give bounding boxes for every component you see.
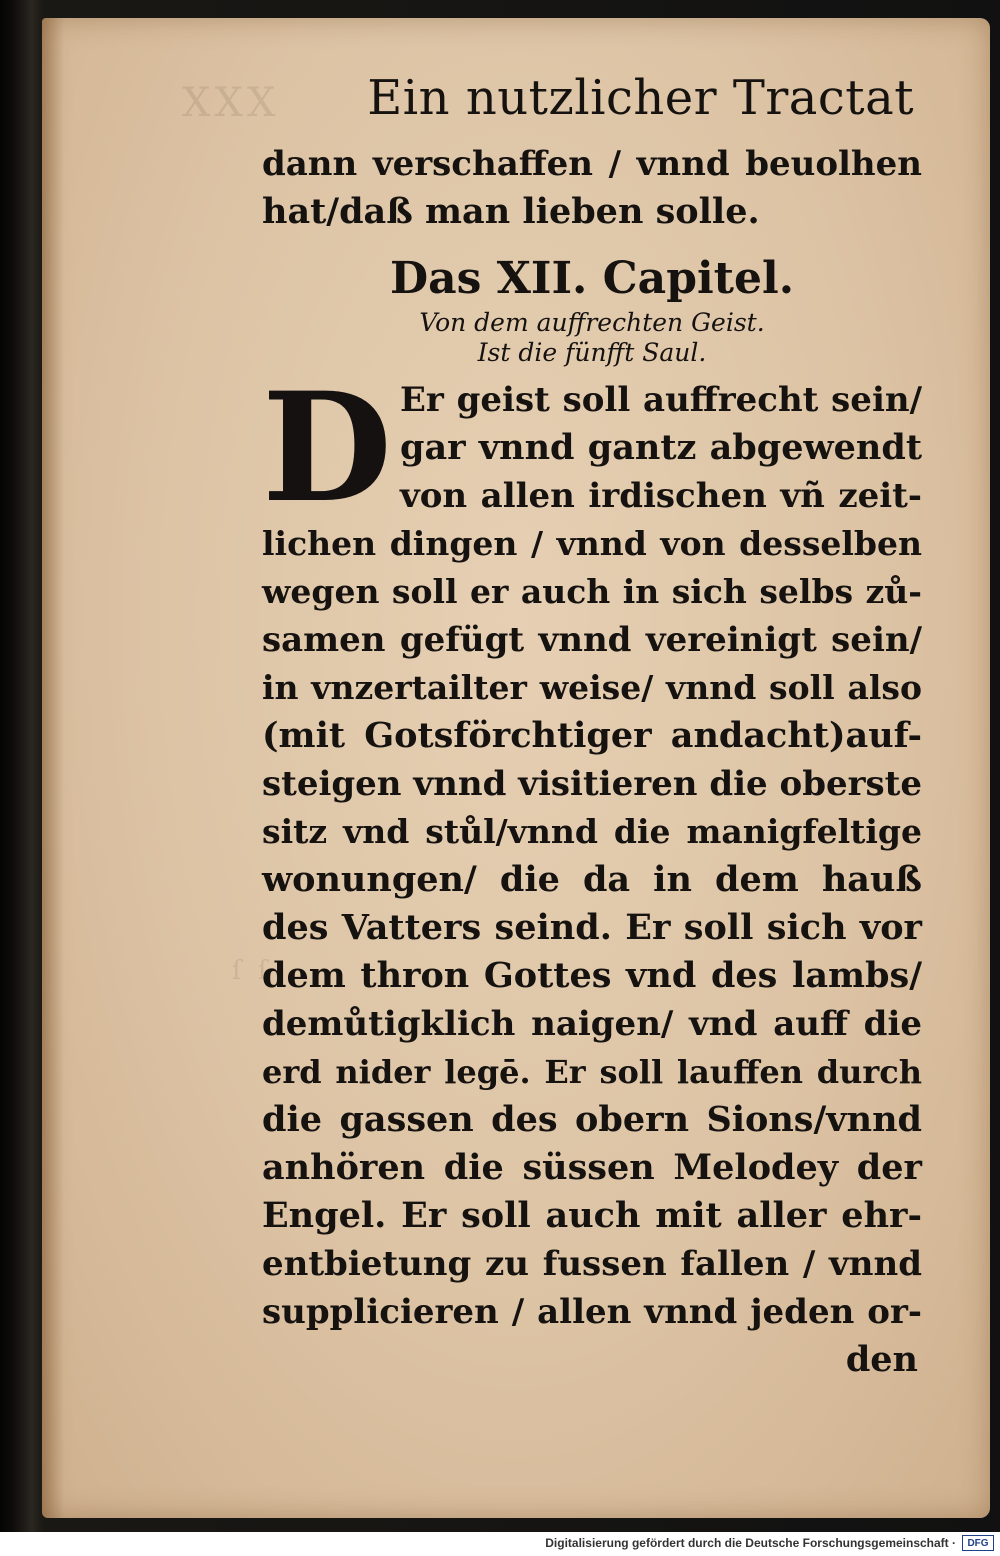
body-line: demůtigklich naigen/ vnd auff die [262,1004,922,1044]
body-line: samen gefügt vnnd vereinigt sein/ [262,620,922,660]
body-line: entbietung zu fussen fallen / vnnd [262,1244,922,1284]
body-line: von allen irdischen vñ zeit- [400,476,922,516]
body-line: wegen soll er auch in sich selbs zů- [262,572,922,611]
decorated-initial: D [262,360,393,536]
footer-bar [0,1532,1000,1556]
text-block [262,70,922,1384]
running-title: Ein nutzlicher Tractat [367,70,914,126]
chapter-subheading: Von dem auffrechten Geist. [419,308,765,337]
body-line: erd nider legē. Er soll lauffen durch [262,1053,922,1091]
body-line: lichen dingen / vnnd von desselben [262,524,922,563]
show-through-mark: XXX [182,80,280,126]
chapter-subheading: Ist die fünfft Saul. [477,338,707,367]
chapter-body [262,360,922,1384]
body-line: supplicieren / allen vnnd jeden or- [262,1292,922,1332]
body-line: Er geist soll auffrecht sein/ [400,380,922,420]
chapter-heading: Das XII. Capitel. [389,253,795,304]
body-line: sitz vnd stůl/vnnd die manigfeltige [262,812,922,851]
page-edge-shadow [42,18,64,1518]
body-line: in vnzertailter weise/ vnnd soll also [262,668,922,707]
body-line: (mit Gotsförchtiger andacht)auf- [262,715,922,756]
book-spine [10,0,46,1532]
body-line: gar vnnd gantz abgewendt [400,427,922,468]
intro-line: dann verschaffen / vnnd beuolhen [262,144,922,184]
show-through-mark: ſ ſ [232,956,272,986]
body-line: Engel. Er soll auch mit aller ehr- [262,1195,922,1236]
dfg-logo[interactable]: DFG [962,1535,994,1551]
body-line: anhören die süssen Melodey der [262,1147,922,1188]
body-line: dem thron Gottes vnd des lambs/ [262,955,922,996]
body-line: wonungen/ die da in dem hauß [262,859,922,900]
body-line: steigen vnnd visitieren die oberste [262,764,922,804]
body-line: die gassen des obern Sions/vnnd [262,1099,922,1140]
digitization-credit: Digitalisierung gefördert durch die Deutsche Forschungsgemeinschaft · [545,1536,956,1550]
intro-line: hat/daß man lieben solle. [262,191,760,232]
catchword: den [845,1339,918,1380]
body-line: des Vatters seind. Er soll sich vor [262,907,922,948]
